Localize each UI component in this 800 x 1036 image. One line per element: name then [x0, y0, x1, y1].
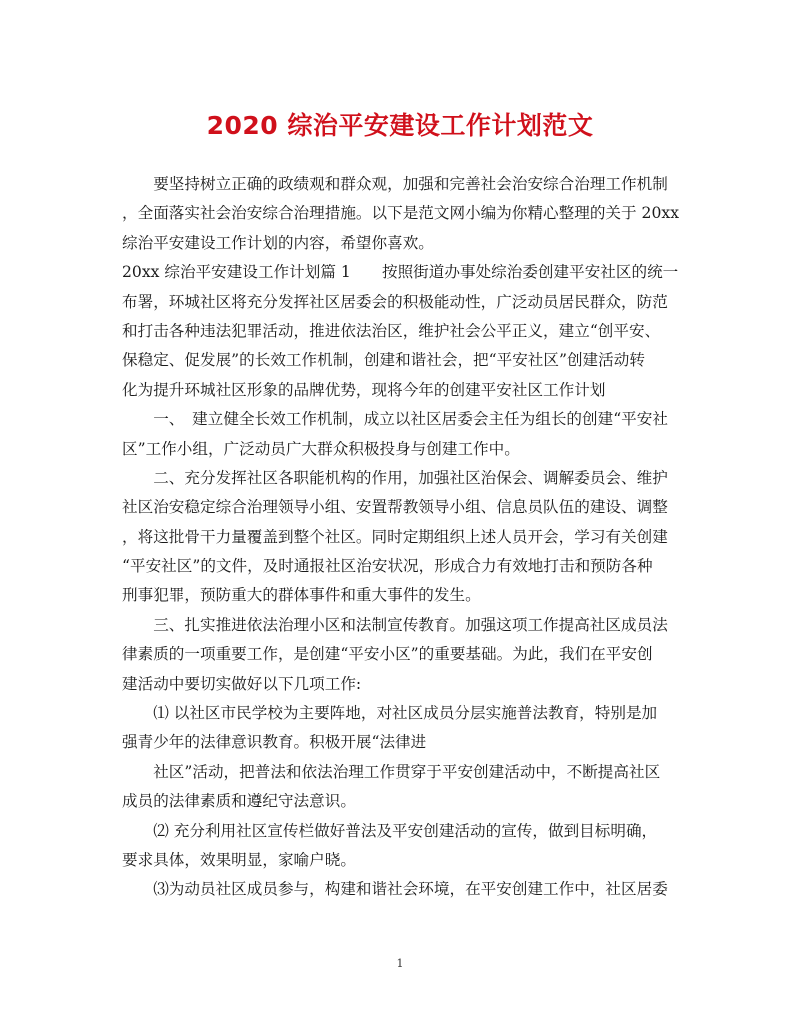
- document-body: [122, 170, 688, 905]
- text-line: 要求具体，效果明显，家喻户晓。: [122, 850, 356, 869]
- text-line: 化为提升环城社区形象的品牌优势，现将今年的创建平安社区工作计划: [122, 380, 606, 399]
- text-line: ⑵ 充分利用社区宣传栏做好普法及平安创建活动的宣传，做到目标明确，: [122, 821, 658, 840]
- document-title: 2020 综治平安建设工作计划范文: [206, 111, 594, 140]
- text-line: 要坚持树立正确的政绩观和群众观，加强和完善社会治安综合治理工作机制: [122, 175, 668, 193]
- text-line: 20xx 综治平安建设工作计划篇 1 按照街道办事处综治委创建平安社区的统一: [122, 263, 679, 282]
- text-line: 社区治安稳定综合治理领导小组、安置帮教领导小组、信息员队伍的建设、调整: [122, 498, 668, 517]
- text-line: ⑶为动员社区成员参与，构建和谐社会环境，在平安创建工作中，社区居委: [122, 880, 668, 899]
- text-line: 和打击各种违法犯罪活动，推进依法治区，维护社会公平正义，建立“创平安、: [122, 321, 661, 340]
- text-line: 律素质的一项重要工作，是创建“平安小区”的重要基础。为此，我们在平安创: [122, 645, 653, 664]
- text-line: 强青少年的法律意识教育。积极开展“法律进: [122, 733, 427, 752]
- text-line: 建活动中要切实做好以下几项工作:: [122, 674, 362, 693]
- text-line: 保稳定、促发展”的长效工作机制，创建和谐社会，把“平安社区”创建活动转: [122, 351, 645, 370]
- text-line: ，将这批骨干力量覆盖到整个社区。同时定期组织上述人员开会，学习有关创建: [122, 527, 668, 546]
- text-line: 社区”活动，把普法和依法治理工作贯穿于平安创建活动中，不断提高社区: [122, 762, 661, 781]
- text-line: “平安社区”的文件，及时通报社区治安状况，形成合力有效地打击和预防各种: [122, 557, 653, 576]
- text-line: ⑴ 以社区市民学校为主要阵地，对社区成员分层实施普法教育，特别是加: [122, 704, 658, 723]
- text-line: 区”工作小组，广泛动员广大群众积极投身与创建工作中。: [122, 439, 520, 458]
- text-line: 三、扎实推进依法治理小区和法制宣传教育。加强这项工作提高社区成员法: [122, 615, 668, 634]
- text-line: 刑事犯罪，预防重大的群体事件和重大事件的发生。: [122, 586, 481, 605]
- page-number: 1: [396, 957, 404, 970]
- text-line: 布署，环城社区将充分发挥社区居委会的积极能动性，广泛动员居民群众，防范: [122, 292, 668, 311]
- text-line: ，全面落实社会治安综合治理措施。以下是范文网小编为你精心整理的关于 20xx: [122, 204, 679, 223]
- text-line: 综治平安建设工作计划的内容，希望你喜欢。: [122, 233, 434, 252]
- text-line: 二、充分发挥社区各职能机构的作用，加强社区治保会、调解委员会、维护: [122, 468, 668, 487]
- text-line: 一、 建立健全长效工作机制，成立以社区居委会主任为组长的创建“平安社: [122, 410, 668, 429]
- text-line: 成员的法律素质和遵纪守法意识。: [122, 792, 356, 811]
